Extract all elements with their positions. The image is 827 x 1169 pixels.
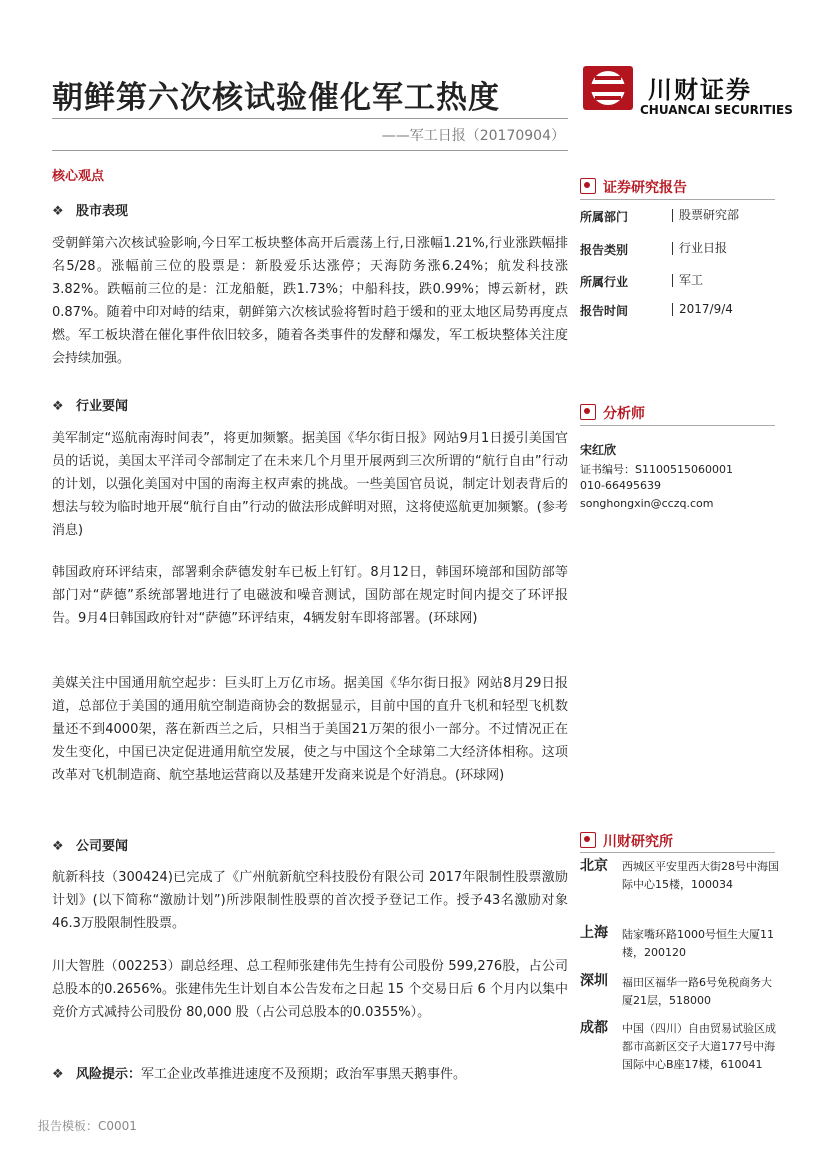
diamond-bullet-icon: ❖ bbox=[52, 839, 64, 854]
office-city-chengdu: 成都 bbox=[580, 1020, 608, 1036]
section-heading-company: ❖ 公司要闻 bbox=[52, 839, 129, 854]
section-heading-industry: ❖ 行业要闻 bbox=[52, 399, 129, 414]
info-key-industry: 所属行业 bbox=[580, 275, 629, 289]
office-city-beijing: 北京 bbox=[580, 858, 608, 874]
template-code: 报告模板：C0001 bbox=[38, 1119, 137, 1133]
analyst-cert: 证书编号：S1100515060001 bbox=[580, 463, 733, 476]
chuancai-logo-icon bbox=[583, 66, 633, 110]
office-address-chengdu: 中国（四川）自由贸易试验区成都市高新区交子大道177号中海国际中心B座17楼，610041 bbox=[622, 1022, 776, 1071]
diamond-bullet-icon: ❖ bbox=[52, 1067, 64, 1082]
sidebar-divider bbox=[580, 852, 775, 853]
analyst-name: 宋红欣 bbox=[580, 443, 617, 457]
paragraph-market: 受朝鲜第六次核试验影响,今日军工板块整体高开后震荡上行,日涨幅1.21%,行业涨跌幅排名5/28。涨幅前三位的股票是：新股爱乐达涨停；天海防务涨6.24%；航发科技涨3.82%。跌幅前三位的是：江龙船艇，跌1.73%；中船科技，跌0.99%；博云新材，跌0.87%。随着中印对峙的结束，朝鲜第六次核试验将暂时趋于缓和的亚太地区局势再度点燃。军工板块潜在催化事件依旧较多，随着各类事件的发酵和爆发，军工板块整体关注度会持续加强。 bbox=[52, 236, 568, 366]
analyst-phone: 010-66495639 bbox=[580, 479, 661, 492]
paragraph-industry-3: 美媒关注中国通用航空起步：巨头盯上万亿市场。据美国《华尔街日报》网站8月29日报道，总部位于美国的通用航空制造商协会的数据显示，目前中国的直升飞机和轻型飞机数量还不到4000架，落在新西兰之后，只相当于美国21万架的很小一部分。不过情况正在发生变化，中国已决定促进通用航空发展，使之与中国这个全球第二大经济体相称。这项改革对飞机制造商、航空基地运营商以及基建开发商来说是个好消息。(环球网) bbox=[52, 676, 568, 783]
sidebar-institute-heading: 川财研究所 bbox=[580, 831, 673, 851]
report-title: 朝鲜第六次核试验催化军工热度 bbox=[52, 80, 500, 116]
sidebar-divider bbox=[580, 425, 775, 426]
office-address-beijing: 西城区平安里西大街28号中海国际中心15楼，100034 bbox=[622, 860, 779, 891]
risk-text: 军工企业改革推进速度不及预期；政治军事黑天鹅事件。 bbox=[141, 1067, 467, 1082]
paragraph-industry-1: 美军制定“巡航南海时间表”，将更加频繁。据美国《华尔街日报》网站9月1日援引美国官员的话说，美国太平洋司令部制定了在未来几个月里开展两到三次所谓的“航行自由”行动的计划，以强化美国对中国的南海主权声索的挑战。一些美国官员说，制定计划表背后的想法与较为临时地开展“航行自由”行动的做法形成鲜明对照，这将使巡航更加频繁。(参考消息) bbox=[52, 431, 568, 538]
logo-chinese-name: 川财证券 bbox=[648, 76, 752, 104]
analyst-email[interactable]: songhongxin@cczq.com bbox=[580, 497, 714, 510]
risk-warning bbox=[52, 1063, 466, 1082]
info-value-department: 股票研究部 bbox=[672, 209, 739, 222]
info-value-date: 2017/9/4 bbox=[672, 303, 733, 316]
core-view-label: 核心观点 bbox=[52, 169, 105, 184]
info-key-category: 报告类别 bbox=[580, 243, 629, 257]
subtitle-divider bbox=[52, 150, 568, 151]
title-divider bbox=[52, 118, 568, 119]
office-address-shanghai: 陆家嘴环路1000号恒生大厦11楼，200120 bbox=[622, 928, 774, 959]
info-value-industry: 军工 bbox=[672, 274, 703, 287]
analyst-icon bbox=[580, 404, 596, 420]
paragraph-company-2: 川大智胜（002253）副总经理、总工程师张建伟先生持有公司股份 599,276股，占公司总股本的0.2656%。张建伟先生计划自本公告发布之日起 15 个交易日后 6 个月内以集中竞价方式减持公司股份 80,000 股（占公司总股本的0.0355%）。 bbox=[52, 959, 568, 1020]
diamond-bullet-icon: ❖ bbox=[52, 399, 64, 414]
office-address-shenzhen: 福田区福华一路6号免税商务大厦21层，518000 bbox=[622, 976, 772, 1007]
office-city-shanghai: 上海 bbox=[580, 925, 608, 941]
logo-english-name: CHUANCAI SECURITIES bbox=[640, 103, 793, 117]
risk-label: 风险提示： bbox=[76, 1067, 142, 1082]
sidebar-analyst-heading: 分析师 bbox=[580, 403, 645, 423]
info-value-category: 行业日报 bbox=[672, 242, 727, 255]
sidebar-divider bbox=[580, 199, 775, 200]
sidebar-report-heading: 证券研究报告 bbox=[580, 177, 687, 197]
office-city-shenzhen: 深圳 bbox=[580, 973, 608, 989]
paragraph-industry-2: 韩国政府环评结束，部署剩余萨德发射车已板上钉钉。8月12日，韩国环境部和国防部等部门对“萨德”系统部署地进行了电磁波和噪音测试，国防部在规定时间内提交了环评报告。9月4日韩国政府针对“萨德”环评结束，4辆发射车即将部署。(环球网) bbox=[52, 565, 568, 626]
report-subtitle: ——军工日报（20170904） bbox=[381, 128, 565, 144]
info-key-department: 所属部门 bbox=[580, 210, 629, 224]
paragraph-company-1: 航新科技（300424)已完成了《广州航新航空科技股份有限公司 2017年限制性股票激励计划》(以下简称“激励计划”)所涉限制性股票的首次授予登记工作。授予43名激励对象46.3万股限制性股票。 bbox=[52, 870, 568, 931]
info-key-date: 报告时间 bbox=[580, 304, 629, 318]
institute-icon bbox=[580, 832, 596, 848]
report-icon bbox=[580, 178, 596, 194]
section-heading-market: ❖ 股市表现 bbox=[52, 204, 129, 219]
diamond-bullet-icon: ❖ bbox=[52, 204, 64, 219]
